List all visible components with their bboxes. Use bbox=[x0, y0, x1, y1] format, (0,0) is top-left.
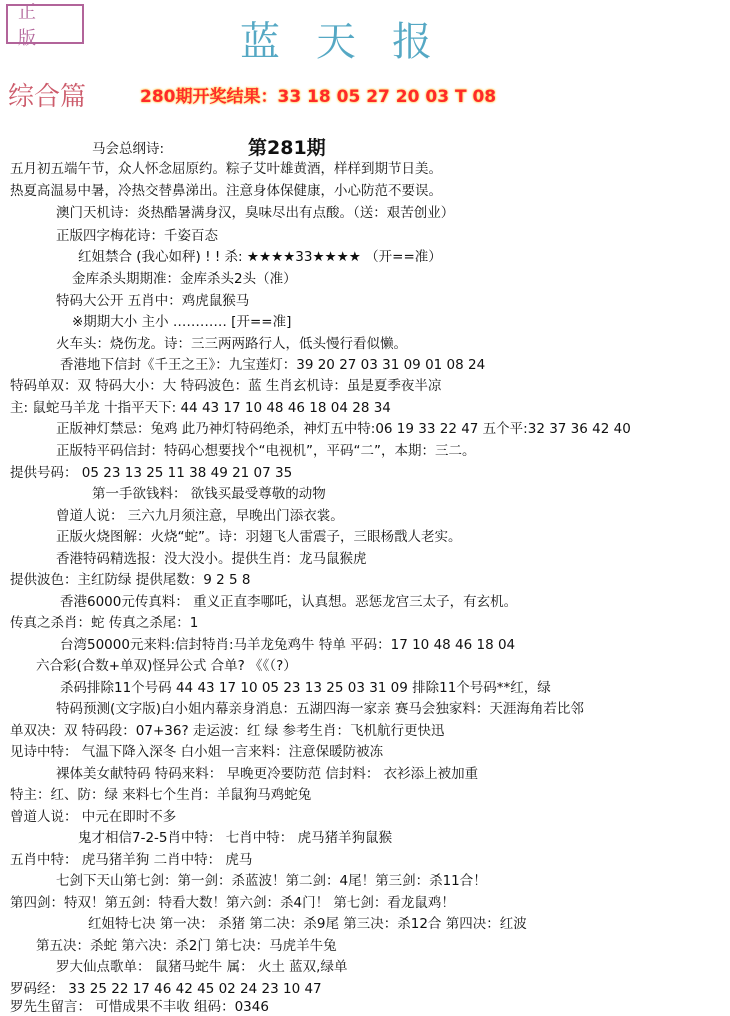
text-line: 七剑下天山第七剑：第一剑：杀蓝波！第二剑：4尾！第三剑：杀11合！ bbox=[56, 873, 487, 889]
text-line: 罗先生留言： 可惜成果不丰收 组码：0346 bbox=[10, 999, 269, 1015]
text-line: 澳门天机诗：炎热酷暑满身汉，臭味尽出有点酸。（送：艰苦创业） bbox=[56, 205, 455, 221]
text-line: 热夏高温易中暑，冷热交替鼻涕出。注意身体保健康，小心防范不要误。 bbox=[10, 183, 442, 199]
text-line: 特主：红、防：绿 来料七个生肖：羊鼠狗马鸡蛇兔 bbox=[10, 787, 312, 803]
issue-number: 第281期 bbox=[248, 137, 326, 159]
text-line: 五月初五端午节，众人怀念屈原约。粽子艾叶雄黄酒，样样到期节日美。 bbox=[10, 161, 442, 177]
text-line: 金库杀头期期准：金库杀头2头（准） bbox=[72, 271, 297, 287]
text-line: 特码单双：双 特码大小：大 特码波色：蓝 生肖玄机诗：虽是夏季夜半凉 bbox=[10, 378, 442, 394]
text-line: 香港特码精选报：没大没小。提供生肖：龙马鼠猴虎 bbox=[56, 551, 367, 567]
text-line: 六合彩(合数+单双)怪异公式 合单? 《《（?） bbox=[36, 658, 297, 674]
text-line: 主: 鼠蛇马羊龙 十指平天下: 44 43 17 10 48 46 18 04 28 34 bbox=[10, 400, 391, 416]
text-line: 提供波色：主红防绿 提供尾数：9 2 5 8 bbox=[10, 572, 251, 588]
text-line: 正版特平码信封：特码心想要找个“电视机”，平码“二”，本期：三二。 bbox=[56, 443, 476, 459]
text-line: 火车头：烧伤龙。诗：三三两两路行人，低头慢行看似懒。 bbox=[56, 336, 407, 352]
text-line: 裸体美女献特码 特码来料： 早晚更冷要防范 信封料： 衣衫添上被加重 bbox=[56, 766, 479, 782]
text-line: 香港6000元传真料： 重义正直李哪吒，认真想。恶惩龙宫三太子，有玄机。 bbox=[60, 594, 518, 610]
text-line: 正版神灯禁忌：兔鸡 此乃神灯特码绝杀，神灯五中特:06 19 33 22 47 五个平:32 37 36 42 40 bbox=[56, 421, 631, 437]
text-line: ※期期大小 主小 ………… [开==准] bbox=[72, 314, 292, 330]
section-label: 综合篇 bbox=[8, 82, 87, 112]
text-line: 见诗中特： 气温下降入深冬 白小姐一言来料：注意保暖防被冻 bbox=[10, 744, 384, 760]
text-line: 红姐禁合 (我心如秤) ! ! 杀: ★★★★33★★★★ （开==准） bbox=[78, 249, 442, 265]
text-line: 单双决：双 特码段：07+36? 走运波：红 绿 参考生肖：飞机航行更快迅 bbox=[10, 723, 445, 739]
newspaper-title: 蓝天报 bbox=[240, 19, 468, 65]
text-line: 五肖中特： 虎马猪羊狗 二肖中特： 虎马 bbox=[10, 852, 253, 868]
text-line: 罗大仙点歌单： 鼠猪马蛇牛 属： 火土 蓝双,绿单 bbox=[56, 959, 348, 975]
text-line: 香港地下信封《千王之王》：九宝莲灯：39 20 27 03 31 09 01 08 24 bbox=[60, 357, 486, 373]
text-line: 曾道人说： 三六九月须注意，早晚出门添衣裳。 bbox=[56, 508, 344, 524]
text-line: 传真之杀肖：蛇 传真之杀尾：1 bbox=[10, 615, 199, 631]
text-line: 正版四字梅花诗：千姿百态 bbox=[56, 228, 218, 244]
genuine-stamp: 正 版 bbox=[6, 4, 84, 44]
text-line: 马会总纲诗: bbox=[92, 141, 165, 157]
text-line: 罗码经： 33 25 22 17 46 42 45 02 24 23 10 47 bbox=[10, 981, 322, 997]
text-line: 台湾50000元来料:信封特肖:马羊龙兔鸡牛 特单 平码：17 10 48 46 18 04 bbox=[60, 637, 516, 653]
draw-result-banner: 280期开奖结果：33 18 05 27 20 03 T 08 bbox=[140, 87, 497, 107]
text-line: 红姐特七决 第一决： 杀猪 第二决：杀9尾 第三决：杀12合 第四决：红波 bbox=[88, 916, 527, 932]
text-line: 第一手欲钱料： 欲钱买最受尊敬的动物 bbox=[92, 486, 326, 502]
text-line: 杀码排除11个号码 44 43 17 10 05 23 13 25 03 31 09 排除11个号码**红，绿 bbox=[60, 680, 551, 696]
text-line: 提供号码： 05 23 13 25 11 38 49 21 07 35 bbox=[10, 465, 293, 481]
text-line: 特码大公开 五肖中：鸡虎鼠猴马 bbox=[56, 293, 250, 309]
text-line: 第五决：杀蛇 第六决：杀2门 第七决：马虎羊牛兔 bbox=[36, 938, 337, 954]
text-line: 正版火烧图解：火烧“蛇”。诗：羽翅飞人雷震子，三眼杨戬人老实。 bbox=[56, 529, 462, 545]
text-line: 特码预测(文字版)白小姐内幕亲身消息：五湖四海一家亲 赛马会独家料：天涯海角若比邻 bbox=[56, 701, 584, 717]
text-line: 鬼才相信7-2-5肖中特： 七肖中特： 虎马猪羊狗鼠猴 bbox=[78, 830, 393, 846]
text-line: 曾道人说： 中元在即时不多 bbox=[10, 809, 177, 825]
text-line: 第四剑：特双！第五剑：特看大数！第六剑：杀4门！ 第七剑：看龙鼠鸡！ bbox=[10, 895, 455, 911]
